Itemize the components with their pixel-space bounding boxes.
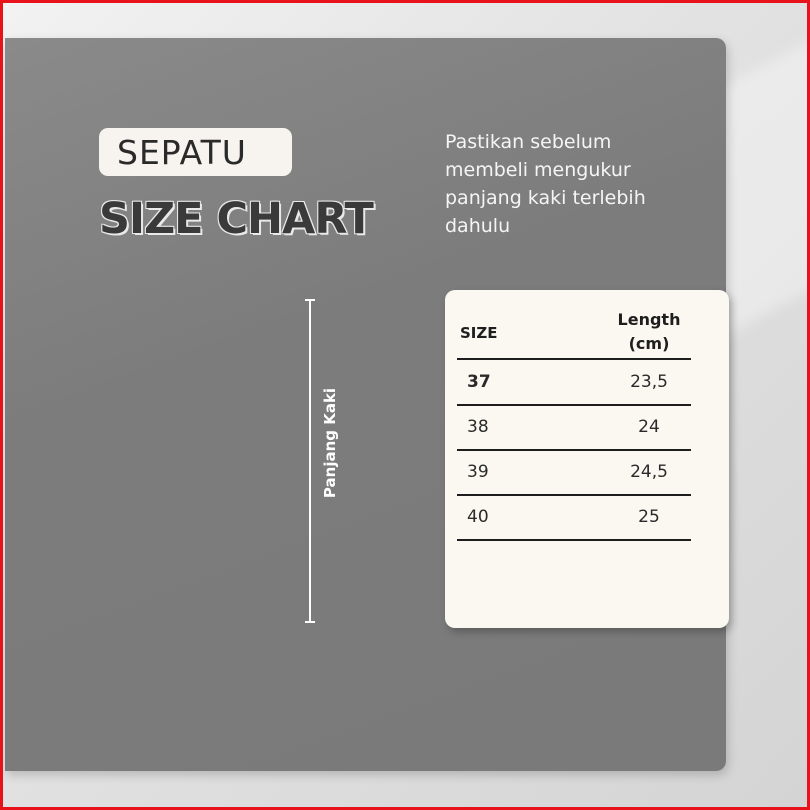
table-header [457,298,691,360]
table-row [457,405,691,451]
cell-length: 23,5 [630,372,668,392]
cell-length: 24 [638,417,660,437]
measurement-note: Pastikan sebelum membeli mengukur panjang kaki terlebih dahulu [445,131,646,237]
cell-size: 37 [467,372,491,392]
header-length [597,308,701,356]
foot-length-ruler [305,299,315,623]
cell-size: 39 [467,462,489,482]
header-length-line2: (cm) [628,334,670,353]
page-title: SIZE CHART [99,194,373,244]
size-table-card [445,290,729,628]
cell-size: 38 [467,417,489,437]
ruler-label: Panjang Kaki [321,387,339,499]
ruler-cap-top [305,299,315,301]
cell-length: 24,5 [630,462,668,482]
cell-size: 40 [467,507,489,527]
category-badge [99,128,292,176]
table-row [457,360,691,406]
ruler-cap-bottom [305,621,315,623]
table-row [457,450,691,496]
header-length-line1: Length [617,310,681,329]
cell-length: 25 [638,507,660,527]
ruler-line [309,299,311,623]
category-badge-label: SEPATU [117,132,247,172]
header-size: SIZE [460,324,498,342]
table-row [457,495,691,541]
